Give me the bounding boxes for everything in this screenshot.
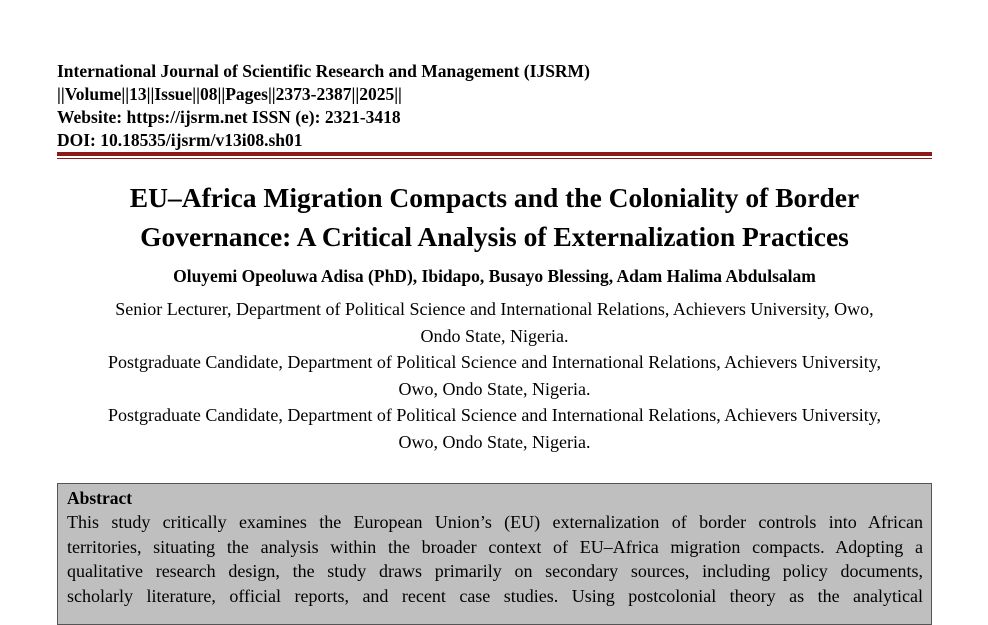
affiliation-1-line-2: Ondo State, Nigeria. [420, 325, 569, 346]
journal-website-issn: Website: https://ijsrm.net ISSN (e): 2321-3418 [57, 107, 401, 127]
affiliation-3-line-2: Owo, Ondo State, Nigeria. [398, 431, 591, 452]
affiliation-1 [57, 296, 932, 349]
paper-title-line-1: EU–Africa Migration Compacts and the Coloniality of Border [129, 182, 860, 213]
journal-volume-info: ||Volume||13||Issue||08||Pages||2373-2387||2025|| [57, 84, 402, 104]
abstract-line-4: scholarly literature, official reports, and recent case studies. Using postcolonial theory as the analytical [67, 585, 923, 606]
journal-header [57, 60, 932, 152]
journal-doi: DOI: 10.18535/ijsrm/v13i08.sh01 [57, 130, 303, 150]
abstract-heading: Abstract [67, 488, 133, 508]
abstract-box [57, 483, 932, 625]
affiliation-2-line-2: Owo, Ondo State, Nigeria. [398, 378, 591, 399]
abstract-body [67, 510, 923, 608]
affiliation-1-line-1: Senior Lecturer, Department of Political Science and International Relations, Achievers University, Owo, [115, 299, 874, 319]
journal-name: International Journal of Scientific Research and Management (IJSRM) [57, 61, 590, 81]
header-rule-thick [57, 152, 932, 156]
abstract-line-2: territories, situating the analysis within the broader context of EU–Africa migration compacts. Adopting a [67, 536, 923, 557]
affiliation-3-line-1: Postgraduate Candidate, Department of Political Science and International Relations, Achievers University, [107, 405, 882, 425]
affiliation-2 [57, 349, 932, 402]
author-list: Oluyemi Opeoluwa Adisa (PhD), Ibidapo, Busayo Blessing, Adam Halima Abdulsalam [173, 266, 816, 286]
header-rule-thin [57, 158, 932, 159]
abstract-line-3: qualitative research design, the study draws primarily on secondary sources, including policy documents, [67, 561, 923, 581]
paper-title-line-2: Governance: A Critical Analysis of Externalization Practices [140, 221, 849, 252]
affiliation-2-line-1: Postgraduate Candidate, Department of Political Science and International Relations, Achievers University, [107, 352, 882, 372]
abstract-line-1: This study critically examines the European Union’s (EU) externalization of border controls into African [67, 512, 923, 532]
affiliation-3 [57, 402, 932, 455]
paper-title [57, 178, 932, 256]
affiliations [57, 296, 932, 455]
